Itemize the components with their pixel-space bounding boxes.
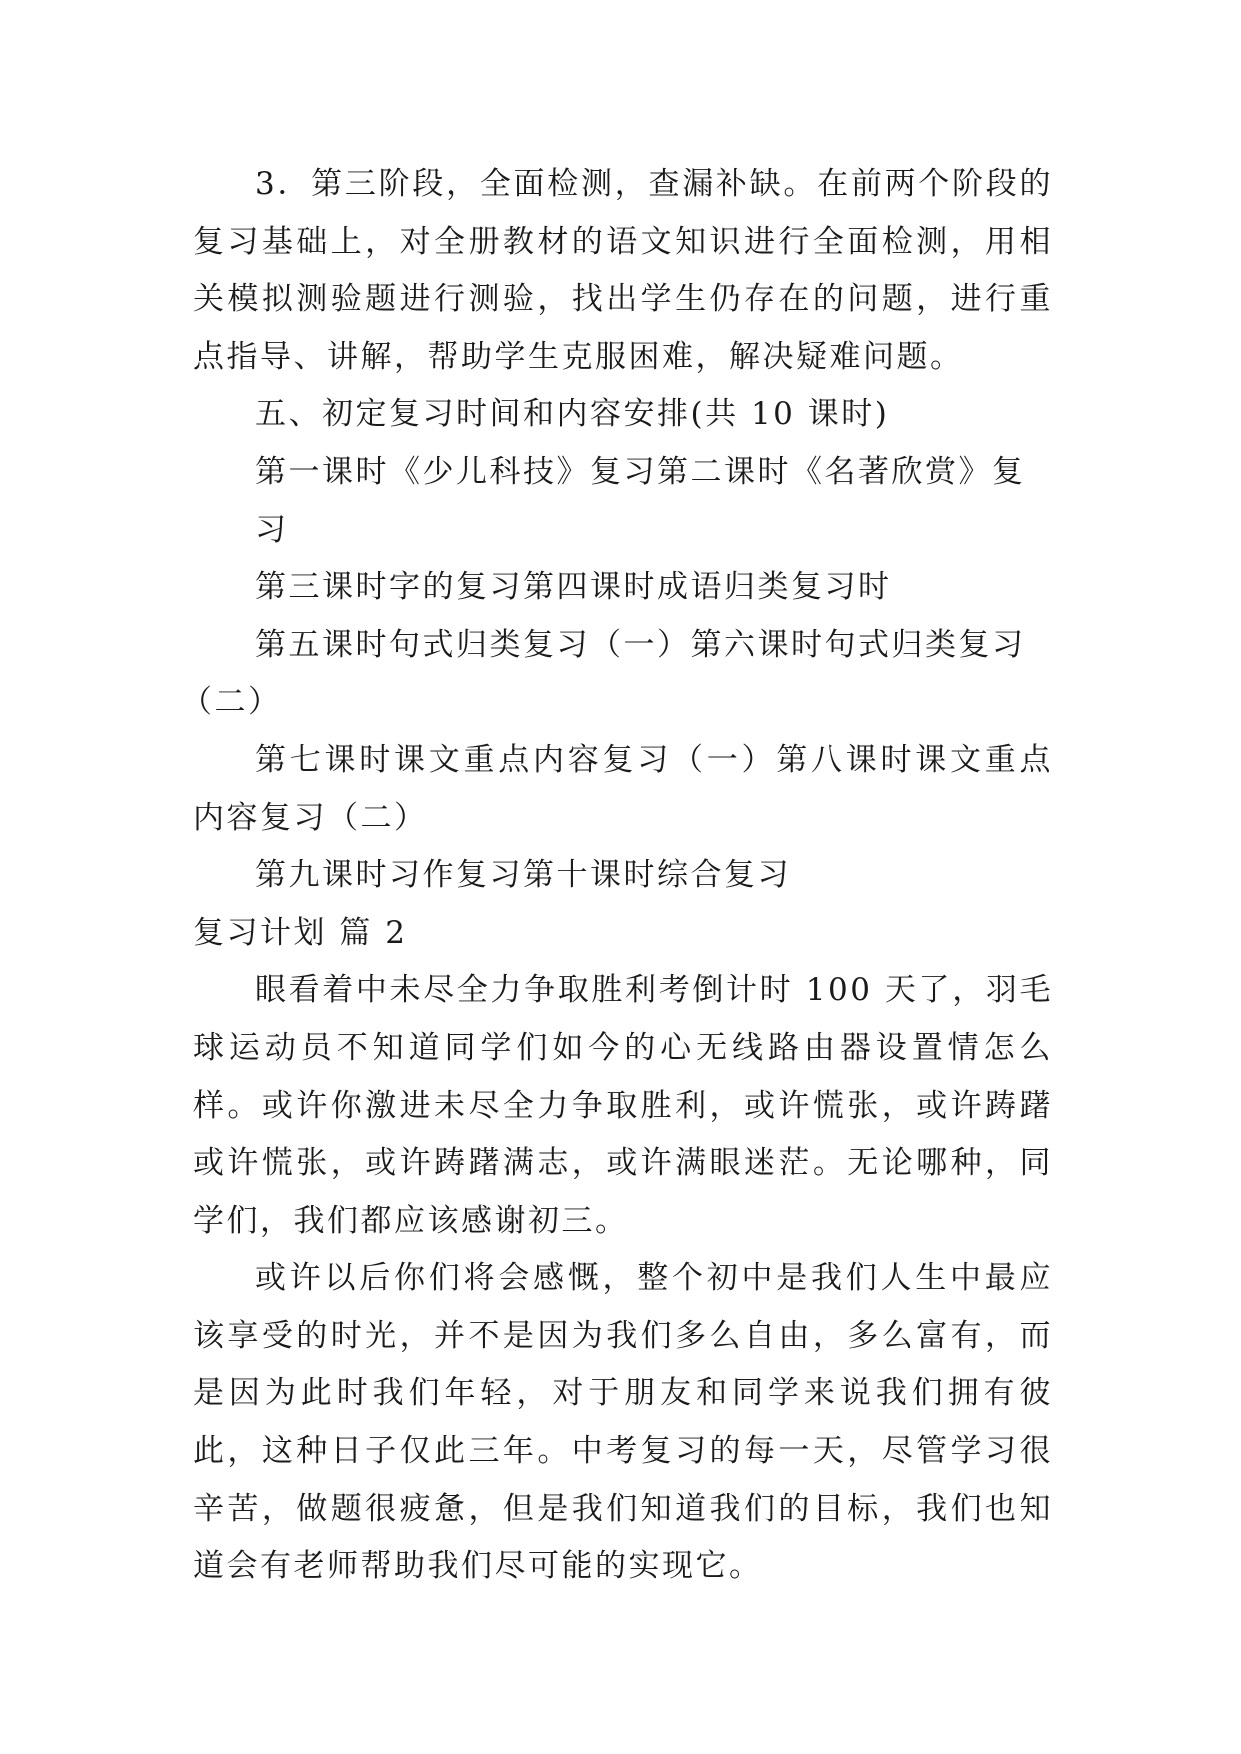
schedule-line-5: 第九课时习作复习第十课时综合复习 <box>255 857 791 894</box>
schedule-line-3-continuation: （二） <box>181 684 282 721</box>
stage3-paragraph: 3．第三阶段，全面检测，查漏补缺。在前两个阶段的复习基础上，对全册教材的语文知识进行全面检测，用相关模拟测验题进行测验，找出学生仍存在的问题，进行重点指导、讲解，帮助学生克服困难，解决疑难问题。 <box>193 166 1053 375</box>
section5-title: 五、初定复习时间和内容安排(共 10 课时) <box>255 396 890 433</box>
schedule-line-3: 第五课时句式归类复习（一）第六课时句式归类复习 <box>255 626 1026 663</box>
schedule-line-1: 第一课时《少儿科技》复习第二课时《名著欣赏》复习 <box>255 453 1026 548</box>
section-heading: 复习计划 篇 2 <box>193 914 408 951</box>
schedule-line-2: 第三课时字的复习第四课时成语归类复习时 <box>255 569 892 606</box>
schedule-line-4: 第七课时课文重点内容复习（一）第八课时课文重点内容复习（二） <box>193 741 1053 836</box>
paragraph-1: 眼看着中未尽全力争取胜利考倒计时 100 天了，羽毛球运动员不知道同学们如今的心无线路由器设置情怎么样。或许你激进未尽全力争取胜利，或许慌张，或许踌躇或许慌张，或许踌躇满志，或许满眼迷茫。无论哪种，同学们，我们都应该感谢初三。 <box>193 972 1053 1239</box>
paragraph-2: 或许以后你们将会感慨，整个初中是我们人生中最应该享受的时光，并不是因为我们多么自由，多么富有，而是因为此时我们年轻，对于朋友和同学来说我们拥有彼此，这种日子仅此三年。中考复习的每一天，尽管学习很辛苦，做题很疲惫，但是我们知道我们的目标，我们也知道会有老师帮助我们尽可能的实现它。 <box>193 1260 1053 1585</box>
document-body <box>181 156 1053 1596</box>
